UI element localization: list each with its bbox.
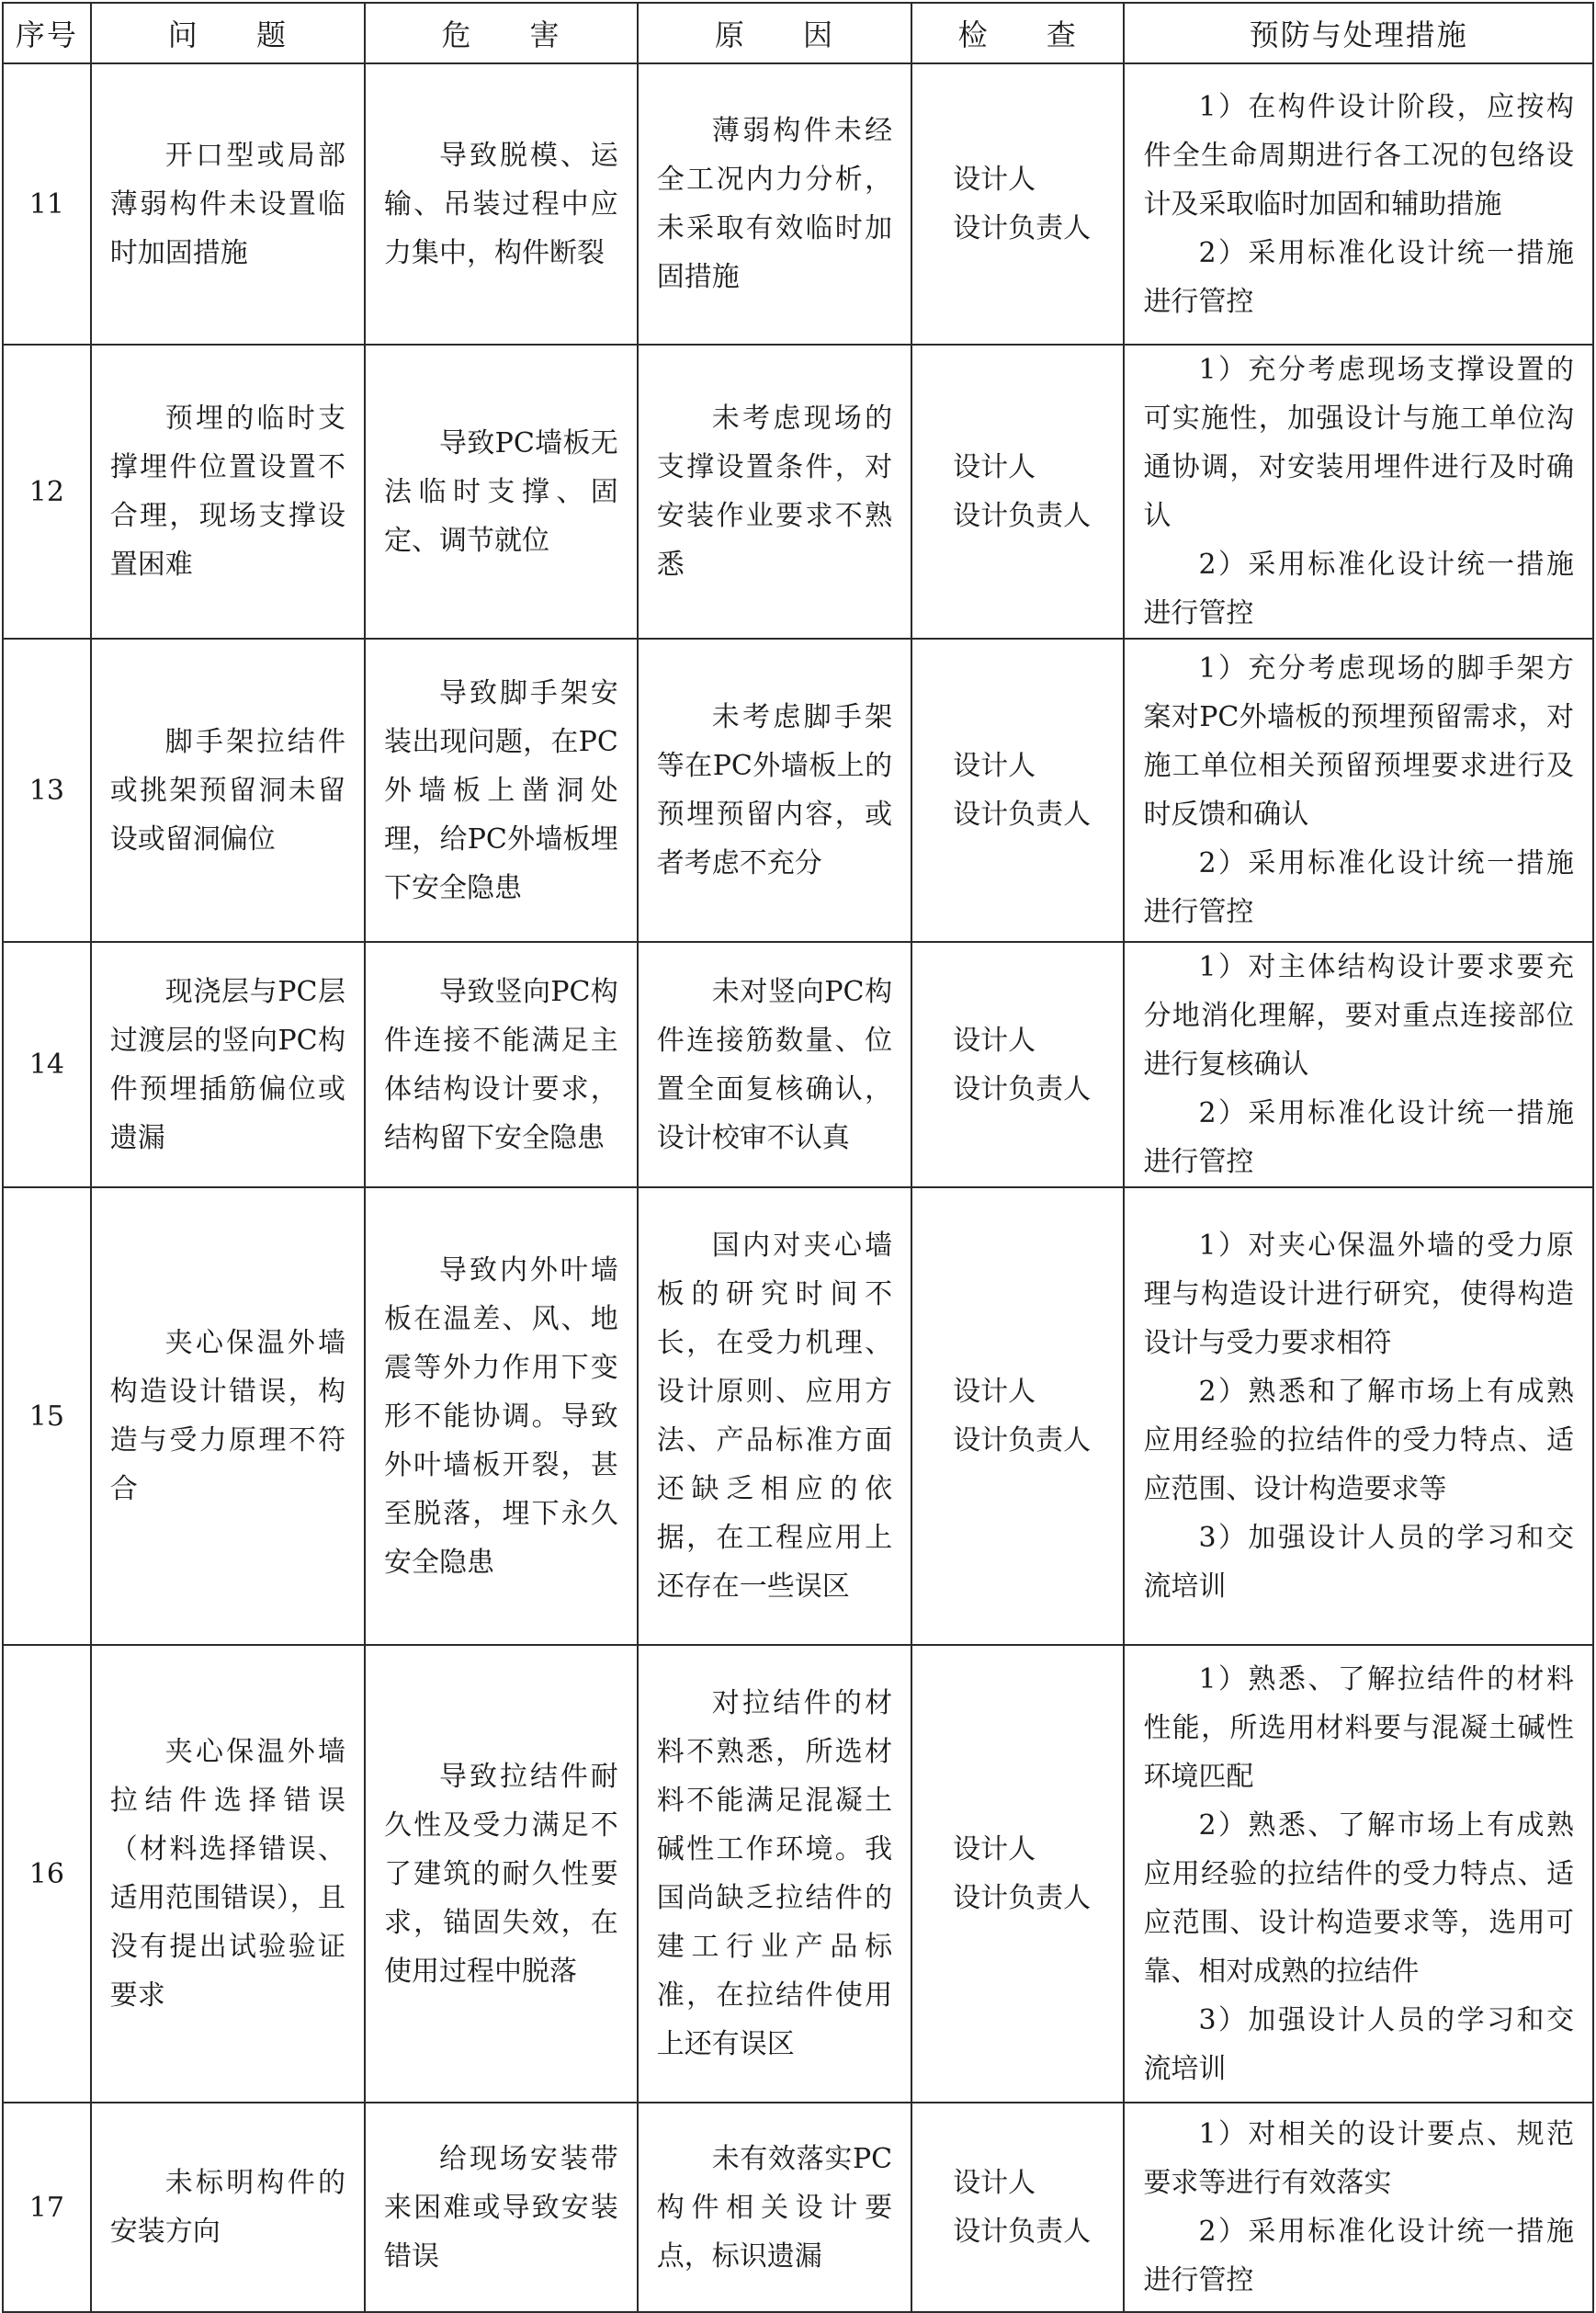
harm-cell: 导致拉结件耐久性及受力满足不了建筑的耐久性要求，锚固失效，在使用过程中脱落 [365,1645,638,2103]
measure-item: 1）对主体结构设计要求要充分地消化理解，要对重点连接部位进行复核确认 [1143,951,1574,1081]
harm-cell: 导致竖向PC构件连接不能满足主体结构设计要求，结构留下安全隐患 [365,942,638,1187]
check-lead: 设计负责人 [953,1424,1092,1457]
header-harm: 危 害 [365,3,638,63]
table-row [3,345,1593,639]
problem-cell: 夹心保温外墙拉结件选择错误（材料选择错误、适用范围错误），且没有提出试验验证要求 [91,1645,365,2103]
cause-cell: 未对竖向PC构件连接筋数量、位置全面复核确认，设计校审不认真 [638,942,911,1187]
seq-cell: 11 [3,63,91,345]
measure-item: 2）采用标准化设计统一措施进行管控 [1143,2216,1574,2296]
measure-item: 1）充分考虑现场的脚手架方案对PC外墙板的预埋预留需求，对施工单位相关预留预埋要求进行及时反馈和确认 [1143,652,1574,831]
harm-cell: 导致内外叶墙板在温差、风、地震等外力作用下变形不能协调。导致外叶墙板开裂，甚至脱落，埋下永久安全隐患 [365,1187,638,1645]
header-problem: 问 题 [91,3,365,63]
seq-cell: 14 [3,942,91,1187]
table-row [3,1187,1593,1645]
check-cell [911,1187,1124,1645]
check-cell [911,639,1124,942]
cause-cell: 薄弱构件未经全工况内力分析，未采取有效临时加固措施 [638,63,911,345]
cause-cell: 对拉结件的材料不熟悉，所选材料不能满足混凝土碱性工作环境。我国尚缺乏拉结件的建工行业产品标准，在拉结件使用上还有误区 [638,1645,911,2103]
problem-cell: 现浇层与PC层过渡层的竖向PC构件预埋插筋偏位或遗漏 [91,942,365,1187]
measure-item: 2）采用标准化设计统一措施进行管控 [1143,847,1574,928]
table-row [3,63,1593,345]
check-cell [911,1645,1124,2103]
cause-cell: 未考虑脚手架等在PC外墙板上的预埋预留内容，或者考虑不充分 [638,639,911,942]
check-lead: 设计负责人 [953,2216,1092,2248]
check-cell [911,2103,1124,2312]
design-issues-table [2,2,1594,2313]
cause-cell: 未有效落实PC构件相关设计要点，标识遗漏 [638,2103,911,2312]
check-lead: 设计负责人 [953,1882,1092,1914]
header-cause: 原 因 [638,3,911,63]
check-designer: 设计人 [953,1376,1036,1408]
header-row [3,3,1593,63]
cause-cell: 未考虑现场的支撑设置条件，对安装作业要求不熟悉 [638,345,911,639]
table-row [3,1645,1593,2103]
measures-cell [1124,1187,1593,1645]
table-row [3,942,1593,1187]
harm-cell: 给现场安装带来困难或导致安装错误 [365,2103,638,2312]
header-check: 检 查 [911,3,1124,63]
check-lead: 设计负责人 [953,500,1092,532]
measure-item: 2）采用标准化设计统一措施进行管控 [1143,1097,1574,1178]
measure-item: 1）对相关的设计要点、规范要求等进行有效落实 [1143,2118,1574,2199]
problem-cell: 开口型或局部薄弱构件未设置临时加固措施 [91,63,365,345]
measure-item: 1）对夹心保温外墙的受力原理与构造设计进行研究，使得构造设计与受力要求相符 [1143,1230,1574,1359]
problem-cell: 预埋的临时支撑埋件位置设置不合理，现场支撑设置困难 [91,345,365,639]
check-designer: 设计人 [953,164,1036,196]
measures-cell [1124,63,1593,345]
harm-cell: 导致脚手架安装出现问题，在PC外墙板上凿洞处理，给PC外墙板埋下安全隐患 [365,639,638,942]
measures-cell [1124,1645,1593,2103]
check-lead: 设计负责人 [953,799,1092,831]
check-lead: 设计负责人 [953,1072,1092,1105]
seq-cell: 12 [3,345,91,639]
header-seq: 序号 [3,3,91,63]
seq-cell: 17 [3,2103,91,2312]
problem-cell: 未标明构件的安装方向 [91,2103,365,2312]
check-designer: 设计人 [953,451,1036,483]
check-designer: 设计人 [953,1833,1036,1865]
measure-item: 1）在构件设计阶段，应按构件全生命周期进行各工况的包络设计及采取临时加固和辅助措施 [1143,90,1574,221]
check-cell [911,345,1124,639]
measure-item: 3）加强设计人员的学习和交流培训 [1143,1522,1574,1603]
check-designer: 设计人 [953,2167,1036,2199]
table-row [3,2103,1593,2312]
harm-cell: 导致PC墙板无法临时支撑、固定、调节就位 [365,345,638,639]
seq-cell: 13 [3,639,91,942]
check-cell [911,63,1124,345]
measures-cell [1124,942,1593,1187]
measure-item: 1）熟悉、了解拉结件的材料性能，所选用材料要与混凝土碱性环境匹配 [1143,1662,1574,1793]
measures-cell [1124,639,1593,942]
cause-cell: 国内对夹心墙板的研究时间不长，在受力机理、设计原则、应用方法、产品标准方面还缺乏相应的依据，在工程应用上还存在一些误区 [638,1187,911,1645]
measures-cell [1124,2103,1593,2312]
check-designer: 设计人 [953,1024,1036,1057]
seq-cell: 15 [3,1187,91,1645]
header-measures: 预防与处理措施 [1124,3,1593,63]
measure-item: 2）熟悉和了解市场上有成熟应用经验的拉结件的受力特点、适应范围、设计构造要求等 [1143,1376,1574,1505]
problem-cell: 夹心保温外墙构造设计错误，构造与受力原理不符合 [91,1187,365,1645]
harm-cell: 导致脱模、运输、吊装过程中应力集中，构件断裂 [365,63,638,345]
measure-item: 2）采用标准化设计统一措施进行管控 [1143,236,1574,318]
measure-item: 2）采用标准化设计统一措施进行管控 [1143,549,1574,629]
measure-item: 3）加强设计人员的学习和交流培训 [1143,2003,1574,2085]
check-designer: 设计人 [953,750,1036,782]
measure-item: 2）熟悉、了解市场上有成熟应用经验的拉结件的受力特点、适应范围、设计构造要求等，选用可靠、相对成熟的拉结件 [1143,1808,1574,1988]
seq-cell: 16 [3,1645,91,2103]
check-cell [911,942,1124,1187]
table-row [3,639,1593,942]
problem-cell: 脚手架拉结件或挑架预留洞未留设或留洞偏位 [91,639,365,942]
measures-cell [1124,345,1593,639]
check-lead: 设计负责人 [953,212,1092,244]
measure-item: 1）充分考虑现场支撑设置的可实施性，加强设计与施工单位沟通协调，对安装用埋件进行及时确认 [1143,354,1574,532]
